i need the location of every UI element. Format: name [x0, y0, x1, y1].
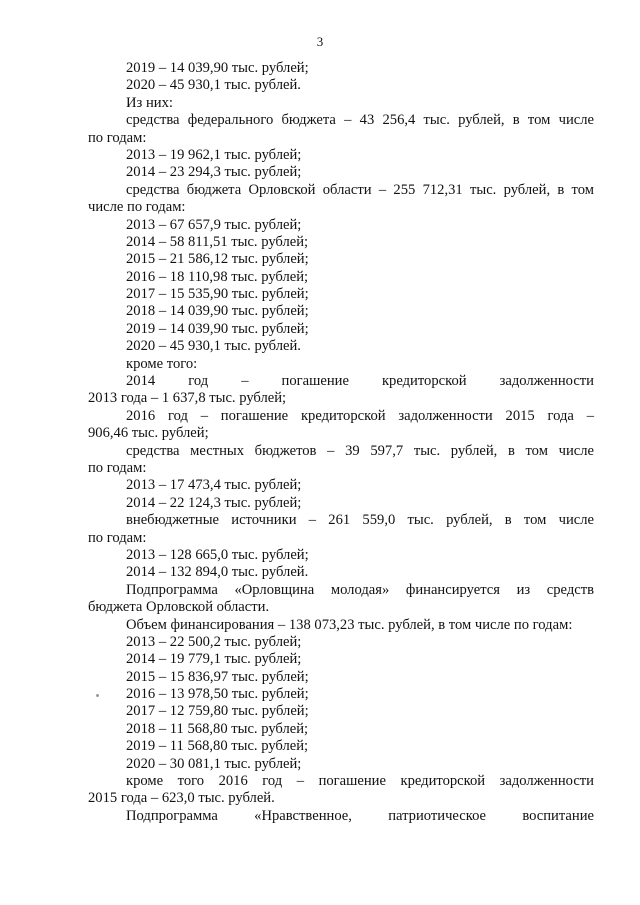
text-line: 2013 года – 1 637,8 тыс. рублей; — [88, 390, 287, 407]
text-line: внебюджетные источники – 261 559,0 тыс. рублей, в том числе — [126, 512, 594, 529]
text-line: кроме того 2016 год – погашение кредиторской задолженности — [126, 773, 594, 790]
document-body — [88, 60, 594, 825]
text-line: 2013 – 22 500,2 тыс. рублей; — [126, 633, 302, 650]
text-line: по годам: — [88, 459, 147, 476]
text-line: 2020 – 30 081,1 тыс. рублей; — [126, 755, 302, 772]
text-line: 2014 год – погашение кредиторской задолженности — [126, 373, 594, 390]
text-line: 2015 – 15 836,97 тыс. рублей; — [126, 668, 309, 685]
text-line: 2013 – 128 665,0 тыс. рублей; — [126, 546, 309, 563]
text-line: средства федерального бюджета – 43 256,4 тыс. рублей, в том числе — [126, 112, 594, 129]
text-line: Объем финансирования – 138 073,23 тыс. рублей, в том числе по годам: — [126, 616, 573, 633]
text-line: 2016 – 13 978,50 тыс. рублей; — [126, 686, 309, 703]
text-line: 2017 – 12 759,80 тыс. рублей; — [126, 703, 309, 720]
text-line: 2019 – 11 568,80 тыс. рублей; — [126, 738, 309, 755]
text-line: 2015 года – 623,0 тыс. рублей. — [88, 790, 275, 807]
text-line: 2018 – 11 568,80 тыс. рублей; — [126, 720, 309, 737]
text-line: 2017 – 15 535,90 тыс. рублей; — [126, 286, 309, 303]
text-line: числе по годам: — [88, 199, 186, 216]
text-line: бюджета Орловской области. — [88, 599, 270, 616]
text-line: 2016 год – погашение кредиторской задолженности 2015 года – — [126, 407, 594, 424]
text-line: кроме того: — [126, 355, 198, 372]
text-line: Из них: — [126, 94, 173, 111]
text-line: Подпрограмма «Нравственное, патриотическое воспитание — [126, 807, 594, 824]
text-line: 2019 – 14 039,90 тыс. рублей; — [126, 320, 309, 337]
text-line: 2014 – 22 124,3 тыс. рублей; — [126, 494, 302, 511]
scan-speck — [96, 694, 99, 697]
text-line: 2014 – 58 811,51 тыс. рублей; — [126, 233, 309, 250]
text-line: 2013 – 67 657,9 тыс. рублей; — [126, 216, 302, 233]
text-line: средства бюджета Орловской области – 255 712,31 тыс. рублей, в том — [126, 181, 594, 198]
text-line: 2019 – 14 039,90 тыс. рублей; — [126, 60, 309, 76]
text-line: 2018 – 14 039,90 тыс. рублей; — [126, 303, 309, 320]
text-line: 2013 – 17 473,4 тыс. рублей; — [126, 477, 302, 494]
text-line: по годам: — [88, 129, 147, 146]
text-line: средства местных бюджетов – 39 597,7 тыс. рублей, в том числе — [126, 442, 594, 459]
text-line: 2014 – 23 294,3 тыс. рублей; — [126, 164, 302, 181]
page-number: 3 — [316, 34, 324, 49]
text-line: 2014 – 19 779,1 тыс. рублей; — [126, 651, 302, 668]
text-line: 2016 – 18 110,98 тыс. рублей; — [126, 268, 309, 285]
text-line: по годам: — [88, 529, 147, 546]
text-line: 2014 – 132 894,0 тыс. рублей. — [126, 564, 309, 581]
text-line: Подпрограмма «Орловщина молодая» финансируется из средств — [126, 581, 594, 598]
text-line: 2020 – 45 930,1 тыс. рублей. — [126, 77, 301, 94]
text-line: 2015 – 21 586,12 тыс. рублей; — [126, 251, 309, 268]
text-line: 906,46 тыс. рублей; — [88, 425, 209, 442]
text-line: 2013 – 19 962,1 тыс. рублей; — [126, 146, 302, 163]
text-line: 2020 – 45 930,1 тыс. рублей. — [126, 338, 301, 355]
